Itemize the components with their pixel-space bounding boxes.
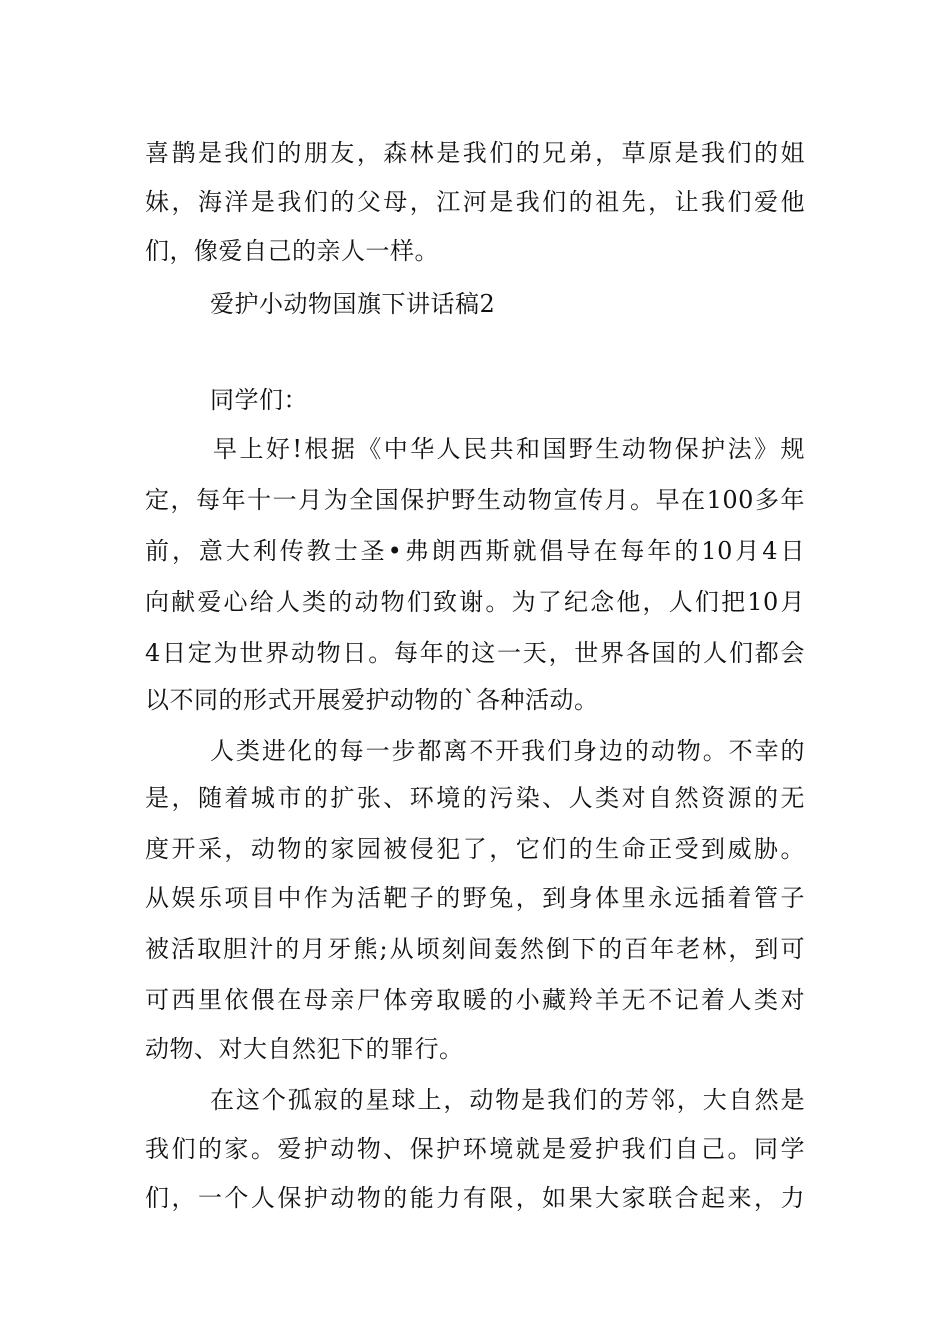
paragraph-line: 度开采，动物的家园被侵犯了，它们的生命正受到威胁。: [145, 835, 805, 863]
paragraph-line: 以不同的形式开展爱护动物的`各种活动。: [145, 686, 599, 714]
paragraph-line: 向献爱心给人类的动物们致谢。为了纪念他，人们把10月: [145, 588, 805, 616]
paragraph-line: 我们的家。爱护动物、保护环境就是爱护我们自己。同学: [145, 1135, 805, 1163]
paragraph-line: 们，像爱自己的亲人一样。: [145, 237, 439, 265]
paragraph-line: 是，随着城市的扩张、环境的污染、人类对自然资源的无: [145, 784, 805, 812]
paragraph-line: 人类进化的每一步都离不开我们身边的动物。不幸的: [210, 737, 805, 765]
paragraph-line: 被活取胆汁的月牙熊;从顷刻间轰然倒下的百年老林，到可: [145, 935, 805, 963]
paragraph-line: 早上好!根据《中华人民共和国野生动物保护法》规: [213, 435, 805, 463]
paragraph-line: 妹，海洋是我们的父母，江河是我们的祖先，让我们爱他: [145, 188, 805, 216]
paragraph-line: 4日定为世界动物日。每年的这一天，世界各国的人们都会: [145, 639, 805, 667]
paragraph-line: 动物、对大自然犯下的罪行。: [145, 1035, 464, 1063]
paragraph-line: 定，每年十一月为全国保护野生动物宣传月。早在100多年: [145, 486, 805, 514]
paragraph-line: 们，一个人保护动物的能力有限，如果大家联合起来，力: [145, 1184, 805, 1212]
paragraph-line: 喜鹊是我们的朋友，森林是我们的兄弟，草原是我们的姐: [145, 139, 805, 167]
paragraph-line: 在这个孤寂的星球上，动物是我们的芳邻，大自然是: [210, 1086, 805, 1114]
paragraph-line: 从娱乐项目中作为活靶子的野兔，到身体里永远插着管子: [145, 884, 805, 912]
paragraph-line: 可西里依偎在母亲尸体旁取暖的小藏羚羊无不记着人类对: [145, 986, 805, 1014]
salutation: 同学们：: [210, 386, 308, 414]
paragraph-line: 前，意大利传教士圣•弗朗西斯就倡导在每年的10月4日: [145, 537, 805, 565]
section-title: 爱护小动物国旗下讲话稿2: [210, 290, 496, 318]
